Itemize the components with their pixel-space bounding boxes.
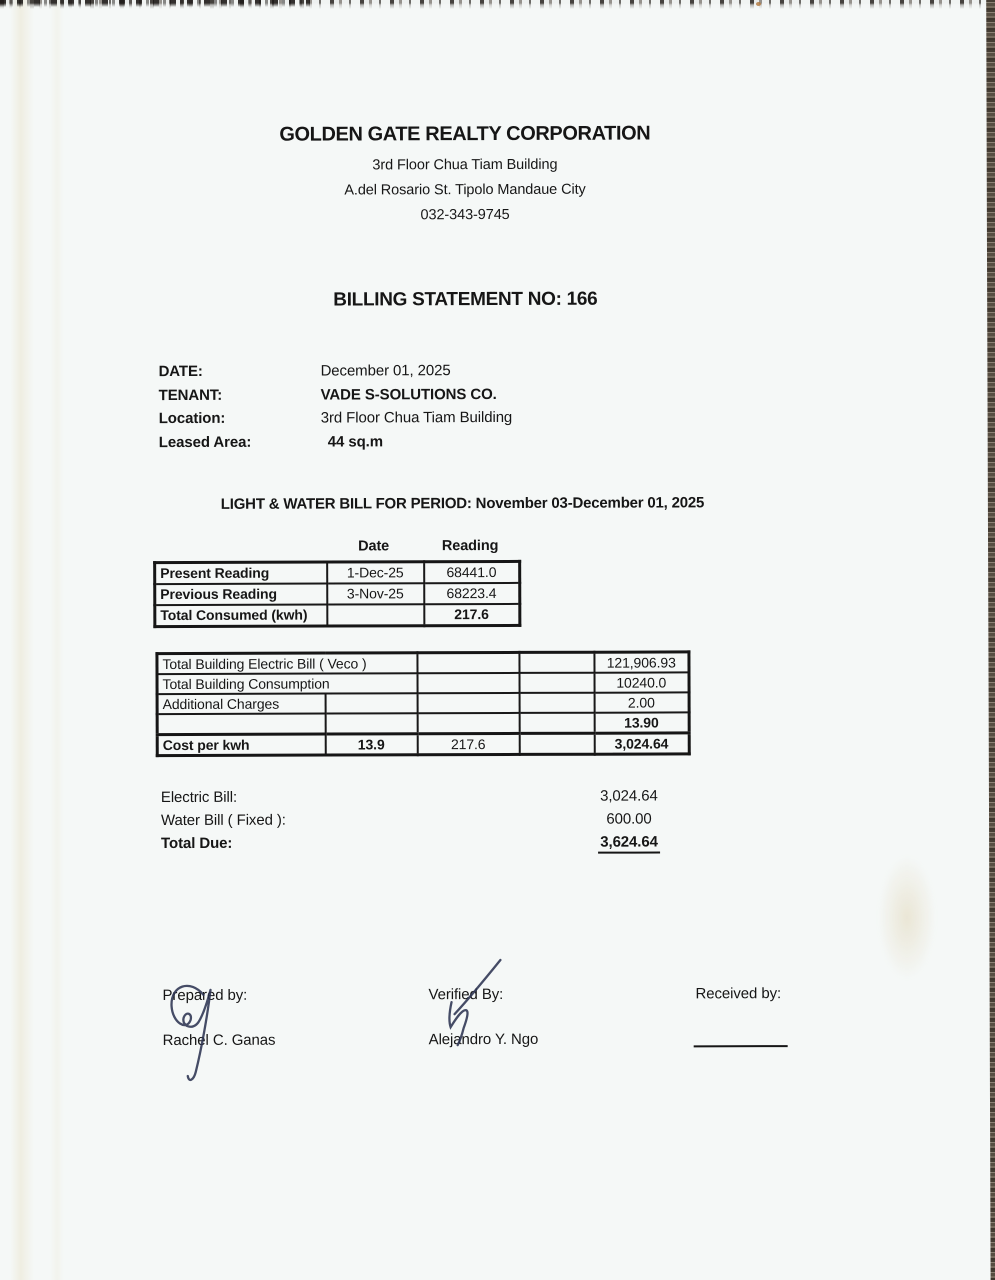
table-row bbox=[157, 692, 689, 714]
billing-computation-table bbox=[155, 650, 690, 757]
company-name: GOLDEN GATE REALTY CORPORATION bbox=[279, 122, 651, 146]
consumption-cell: 217.6 bbox=[417, 733, 519, 754]
empty-cell bbox=[157, 714, 325, 735]
empty-cell bbox=[325, 713, 417, 734]
empty-cell bbox=[519, 713, 594, 734]
bill-summary bbox=[161, 784, 691, 855]
row-label: Total Consumed (kwh) bbox=[155, 605, 327, 627]
meta-row-location bbox=[159, 406, 513, 431]
amount-cell: 121,906.93 bbox=[594, 652, 689, 673]
summary-row-total-due bbox=[161, 830, 691, 855]
signature-name: Alejandro Y. Ngo bbox=[428, 1030, 539, 1049]
empty-cell bbox=[327, 604, 424, 626]
signature-line bbox=[694, 1045, 788, 1047]
empty-cell bbox=[417, 652, 519, 673]
meta-label: DATE: bbox=[158, 363, 203, 381]
reading-value: 68441.0 bbox=[424, 561, 520, 583]
reading-date: 3-Nov-25 bbox=[327, 583, 424, 604]
table-row bbox=[157, 712, 689, 734]
rate-cell: 13.9 bbox=[325, 734, 417, 755]
empty-cell bbox=[417, 673, 519, 693]
row-label: Total Building Consumption bbox=[157, 673, 417, 694]
empty-cell bbox=[519, 652, 594, 673]
amount-cell: 10240.0 bbox=[594, 672, 689, 692]
meta-row-date bbox=[159, 359, 513, 384]
summary-label: Water Bill ( Fixed ): bbox=[160, 811, 286, 830]
scan-artifact-speck bbox=[756, 2, 761, 6]
meta-label: TENANT: bbox=[158, 386, 223, 404]
phone-number: 032-343-9745 bbox=[420, 206, 510, 224]
signature-label: Verified By: bbox=[428, 985, 504, 1004]
summary-value bbox=[579, 830, 679, 853]
meta-label: Leased Area: bbox=[158, 433, 252, 451]
billing-period-line: LIGHT & WATER BILL FOR PERIOD: November 03-December 01, 2025 bbox=[220, 494, 705, 513]
address-line-1: 3rd Floor Chua Tiam Building bbox=[372, 156, 558, 174]
table-row bbox=[157, 672, 689, 694]
handwritten-signature-verified bbox=[421, 958, 511, 1053]
row-label: Total Building Electric Bill ( Veco ) bbox=[157, 653, 417, 674]
meta-value: VADE S-SOLUTIONS CO. bbox=[320, 385, 497, 404]
meta-value: 3rd Floor Chua Tiam Building bbox=[320, 409, 513, 427]
amount-cell: 2.00 bbox=[594, 692, 689, 712]
meta-value: 44 sq.m bbox=[327, 433, 383, 451]
empty-cell bbox=[519, 673, 594, 693]
statement-title: BILLING STATEMENT NO: 166 bbox=[333, 288, 598, 311]
summary-label: Electric Bill: bbox=[160, 788, 238, 807]
row-label: Additional Charges bbox=[157, 694, 325, 715]
summary-value: 600.00 bbox=[606, 810, 652, 828]
table-row bbox=[157, 733, 689, 756]
statement-meta bbox=[159, 359, 513, 454]
reading-value: 217.6 bbox=[424, 604, 520, 626]
reading-table-header-reading: Reading bbox=[441, 537, 499, 555]
meta-row-leased-area bbox=[159, 429, 513, 454]
underlined-amount: 3,024.64 bbox=[613, 735, 671, 754]
table-row bbox=[155, 583, 520, 605]
meter-reading-table bbox=[153, 560, 521, 628]
summary-value: 3,024.64 bbox=[600, 787, 658, 805]
amount-cell bbox=[594, 733, 689, 754]
reading-value: 68223.4 bbox=[424, 583, 520, 604]
letterhead bbox=[0, 122, 931, 230]
scan-artifact-top-edge bbox=[0, 0, 310, 7]
summary-row-electric bbox=[161, 784, 691, 809]
address-line-2: A.del Rosario St. Tipolo Mandaue City bbox=[344, 181, 586, 199]
empty-cell bbox=[325, 693, 417, 713]
meta-label: Location: bbox=[158, 410, 226, 428]
row-label: Cost per kwh bbox=[157, 734, 325, 756]
meta-row-tenant bbox=[159, 382, 513, 407]
empty-cell bbox=[417, 713, 519, 734]
signature-label: Received by: bbox=[695, 985, 782, 1003]
empty-cell bbox=[519, 733, 594, 754]
meta-value: December 01, 2025 bbox=[320, 362, 451, 380]
table-row bbox=[155, 604, 520, 627]
empty-cell bbox=[519, 693, 594, 713]
handwritten-signature-prepared bbox=[156, 973, 236, 1088]
table-row bbox=[157, 652, 689, 674]
empty-cell bbox=[417, 693, 519, 713]
reading-date: 1-Dec-25 bbox=[327, 562, 424, 584]
row-label: Present Reading bbox=[155, 562, 327, 584]
table-row bbox=[155, 561, 520, 584]
signature-block-received bbox=[695, 984, 905, 1048]
reading-table-header-date: Date bbox=[358, 538, 390, 555]
row-label: Previous Reading bbox=[155, 584, 327, 606]
amount-cell: 13.90 bbox=[594, 712, 689, 733]
summary-label: Total Due: bbox=[161, 834, 233, 853]
signature-label: Prepared by: bbox=[162, 986, 248, 1005]
signature-name: Rachel C. Ganas bbox=[162, 1031, 276, 1050]
underlined-amount: 3,624.64 bbox=[598, 833, 660, 853]
summary-row-water bbox=[161, 807, 691, 832]
